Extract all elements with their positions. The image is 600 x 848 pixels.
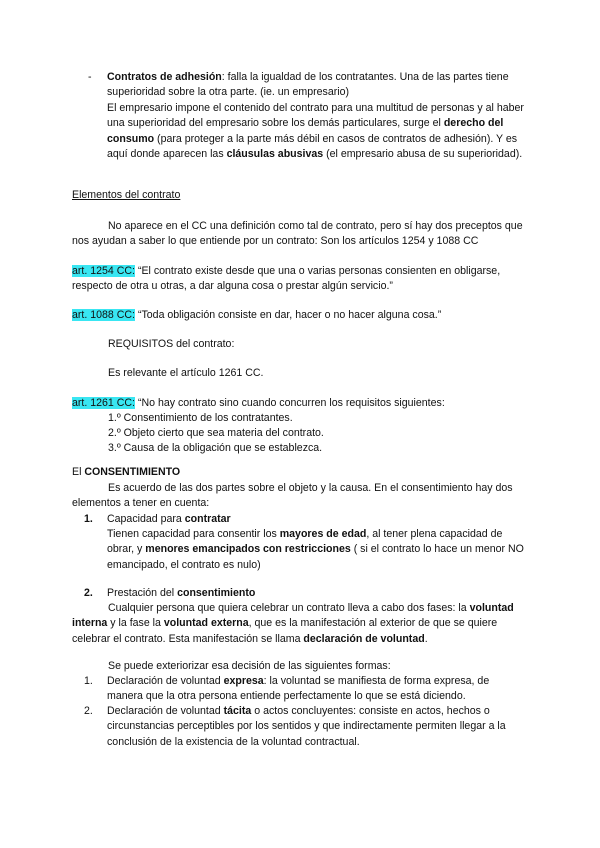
formas-intro: Se puede exteriorizar esa decisión de las siguientes formas: [108,660,391,672]
adhesion-definition [107,70,528,101]
text-run: : la voluntad se manifiesta de forma expresa, de manera que la otra persona entiende perfectamente lo que se está diciendo. [107,675,490,703]
text-run: ( si el contrato lo hace un menor NO emancipado, el contrato es nulo) [107,543,524,571]
list-number: 2. [84,587,93,599]
list-number: 1. [84,513,93,525]
adhesion-title: Contratos de adhesión [107,71,222,83]
text-run: Declaración de voluntad [107,675,224,687]
section-heading-elementos [72,188,528,203]
article-text: “No hay contrato sino cuando concurren los requisitos siguientes: [135,397,445,409]
article-1088 [72,308,528,323]
text-run: Prestación del [107,587,178,599]
bold-term: expresa [223,675,264,687]
bold-term: derecho del consumo [107,117,504,145]
bold-term: tácita [223,705,252,717]
item-prestacion-body [72,601,528,647]
bold-term: declaración de voluntad [303,632,425,645]
text-run: y la fase la [107,617,164,630]
list-number: 1. [84,675,93,687]
item-capacidad-title [107,512,528,527]
consentimiento-intro: Es acuerdo de las dos partes sobre el objeto y la causa. En el consentimiento hay dos elementos a tener en cuenta: [72,482,513,510]
requirement-item: 3.º Causa de la obligación que se establezca. [108,442,323,454]
text-run: Cualquier persona que quiera celebrar un contrato lleva a cabo dos fases: la [108,602,470,614]
text-run: Capacidad para [107,513,185,525]
article-text: “Toda obligación consiste en dar, hacer o no hacer alguna cosa.” [135,309,442,321]
text-run: Declaración de voluntad [107,705,224,717]
list-number: 2. [84,705,93,717]
item-prestacion-title [107,586,528,601]
article-text: “El contrato existe desde que una o varias personas consienten en obligarse, respecto de otra u otras, a dar alguna cosa o prestar algún servicio.” [72,265,501,293]
text-run: , al tener plena capacidad de obrar, y [107,528,503,556]
adhesion-desc: : falla la igualdad de los contratantes. Una de las partes tiene superioridad sobre la otra parte. (ie. un empresario) [107,71,509,99]
bullet-dash: - [88,71,92,83]
requirement-item: 1.º Consentimiento de los contratantes. [108,412,293,424]
article-1261 [72,396,528,411]
heading-text: El [72,466,85,478]
heading-bold: CONSENTIMIENTO [84,466,181,478]
item-capacidad-body [107,527,528,573]
requisitos-relevant: Es relevante el artículo 1261 CC. [108,367,264,379]
article-1254 [72,264,528,295]
forma-tacita [107,704,528,750]
text-run: o actos concluyentes: consiste en actos, hechos o circunstancias perceptibles por los sentidos y que indirectamente permiten llegar a la conclusión de la existencia de la voluntad contractual. [107,705,506,748]
section-heading-consentimiento [72,465,528,480]
text-run: Tienen capacidad para consentir los [107,528,280,540]
bold-term: cláusulas abusivas [226,148,324,161]
forma-expresa [107,674,528,705]
requisitos-heading: REQUISITOS del contrato: [108,338,235,350]
bold-term: mayores de edad [279,528,367,540]
text-run: , que es la manifestación al exterior de que se quiere celebrar el contrato. Esta manifestación se llama [72,617,498,645]
article-ref-highlight: art. 1261 CC: [72,397,136,409]
article-ref-highlight: art. 1088 CC: [72,309,136,321]
bold-term: voluntad externa [163,617,249,630]
article-ref-highlight: art. 1254 CC: [72,265,136,277]
text-run: . [424,632,428,645]
bold-term: contratar [184,513,231,525]
elementos-intro: No aparece en el CC una definición como tal de contrato, pero sí hay dos preceptos que nos ayudan a saber lo que entiende por un contrato: Son los artículos 1254 y 1088 CC [72,220,523,248]
bold-term: voluntad interna [72,602,514,630]
heading-text: Elementos del contrato [72,189,181,201]
text-run: (el empresario abusa de su superioridad). [323,148,523,161]
text-run: El empresario impone el contenido del contrato para una multitud de personas y al haber una superioridad del empresario sobre los demás particulares, surge el [107,102,524,130]
text-run: (para proteger a la parte más débil en casos de contratos de adhesión). Y es aquí donde aparecen las [107,132,518,161]
requirement-item: 2.º Objeto cierto que sea materia del contrato. [108,427,324,439]
bold-term: consentimiento [177,587,256,599]
adhesion-paragraph [107,101,528,163]
bold-term: menores emancipados con restricciones [145,543,351,556]
